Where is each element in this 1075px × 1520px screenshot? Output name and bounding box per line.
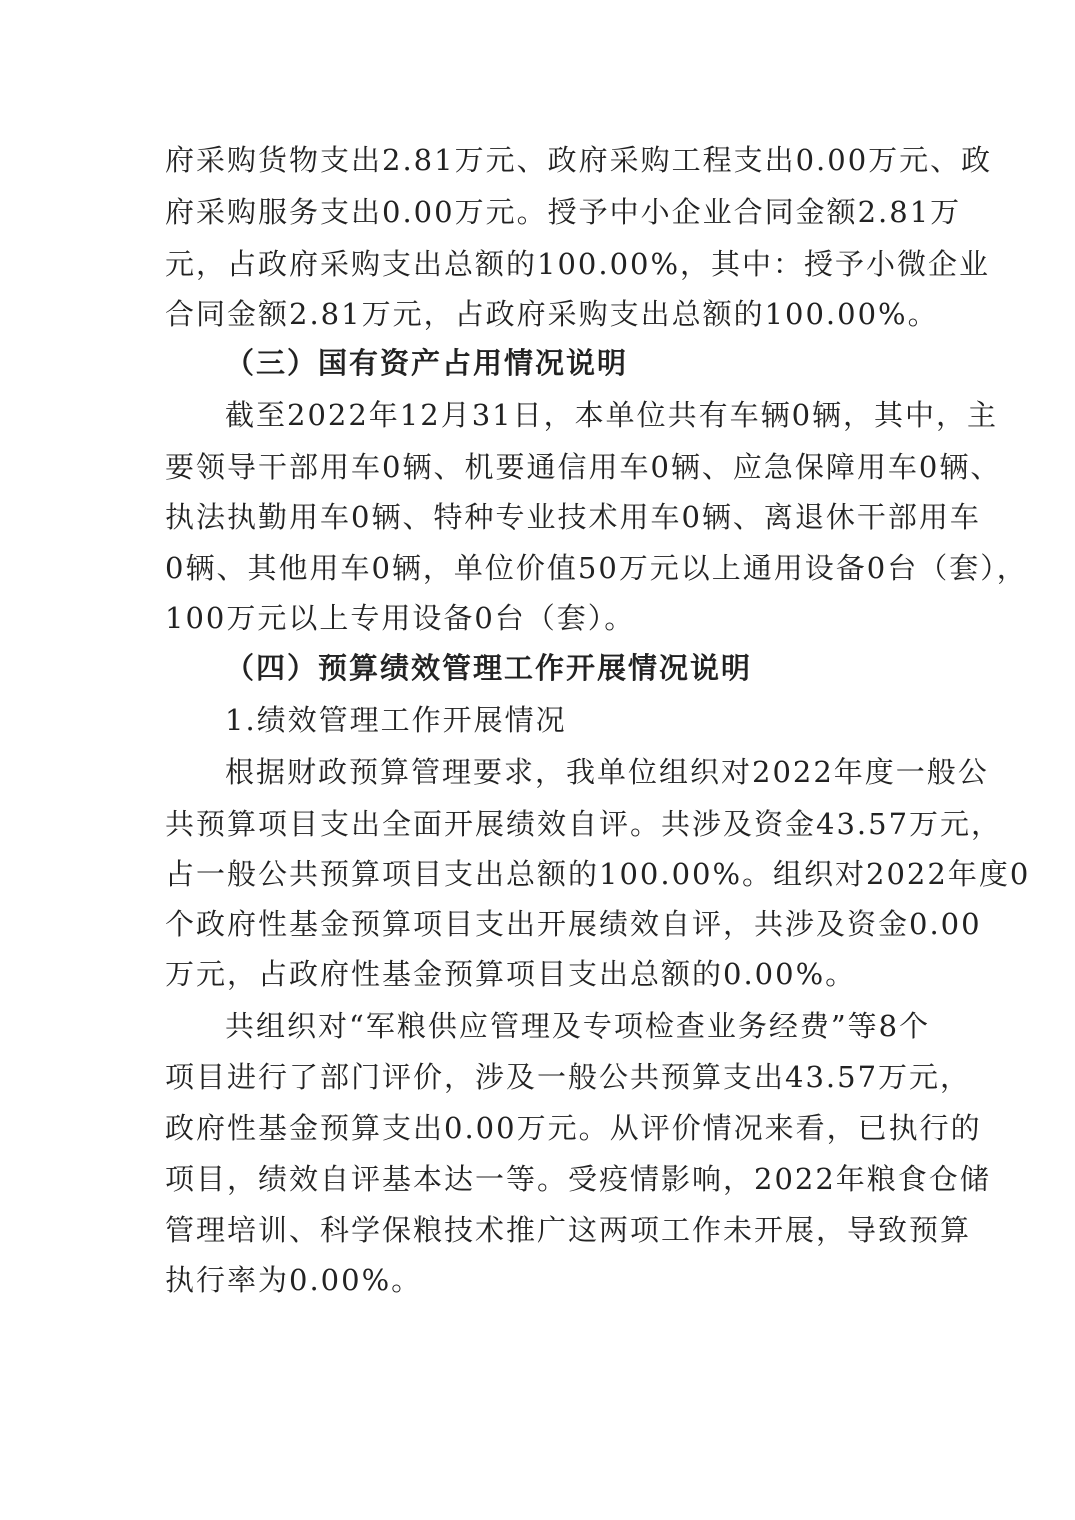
text-line: 占一般公共预算项目支出总额的100.00%。组织对2022年度0 [165,857,1031,891]
text-line: 执法执勤用车0辆、特种专业技术用车0辆、离退休干部用车 [165,500,981,534]
section-heading-3: （三）国有资产占用情况说明 [225,346,629,380]
text-line: 府采购货物支出2.81万元、政府采购工程支出0.00万元、政 [165,143,993,177]
text-line: 府采购服务支出0.00万元。授予中小企业合同金额2.81万 [165,195,962,229]
text-line: 合同金额2.81万元，占政府采购支出总额的100.00%。 [165,297,939,331]
text-line: 项目，绩效自评基本达一等。受疫情影响，2022年粮食仓储 [165,1162,991,1196]
text-line: 个政府性基金预算项目支出开展绩效自评，共涉及资金0.00 [165,907,982,941]
text-line: 要领导干部用车0辆、机要通信用车0辆、应急保障用车0辆、 [165,450,1002,484]
text-line: 项目进行了部门评价，涉及一般公共预算支出43.57万元， [165,1060,972,1094]
text-line: 政府性基金预算支出0.00万元。从评价情况来看，已执行的 [165,1111,982,1145]
text-line: 元，占政府采购支出总额的100.00%，其中：授予小微企业 [165,247,991,281]
subheading-1: 1.绩效管理工作开展情况 [225,703,567,737]
text-line: 0辆、其他用车0辆，单位价值50万元以上通用设备0台（套）， [165,551,1028,585]
text-line: 共预算项目支出全面开展绩效自评。共涉及资金43.57万元， [165,807,1003,841]
text-line: 管理培训、科学保粮技术推广这两项工作未开展，导致预算 [165,1213,972,1247]
text-line: 根据财政预算管理要求，我单位组织对2022年度一般公 [225,755,989,789]
text-line: 截至2022年12月31日，本单位共有车辆0辆，其中，主 [225,398,999,432]
text-line: 执行率为0.00%。 [165,1263,423,1297]
text-line: 万元，占政府性基金预算项目支出总额的0.00%。 [165,957,857,991]
text-line: 共组织对“军粮供应管理及专项检查业务经费”等8个 [225,1009,931,1043]
text-line: 100万元以上专用设备0台（套）。 [165,601,636,635]
section-heading-4: （四）预算绩效管理工作开展情况说明 [225,651,753,685]
